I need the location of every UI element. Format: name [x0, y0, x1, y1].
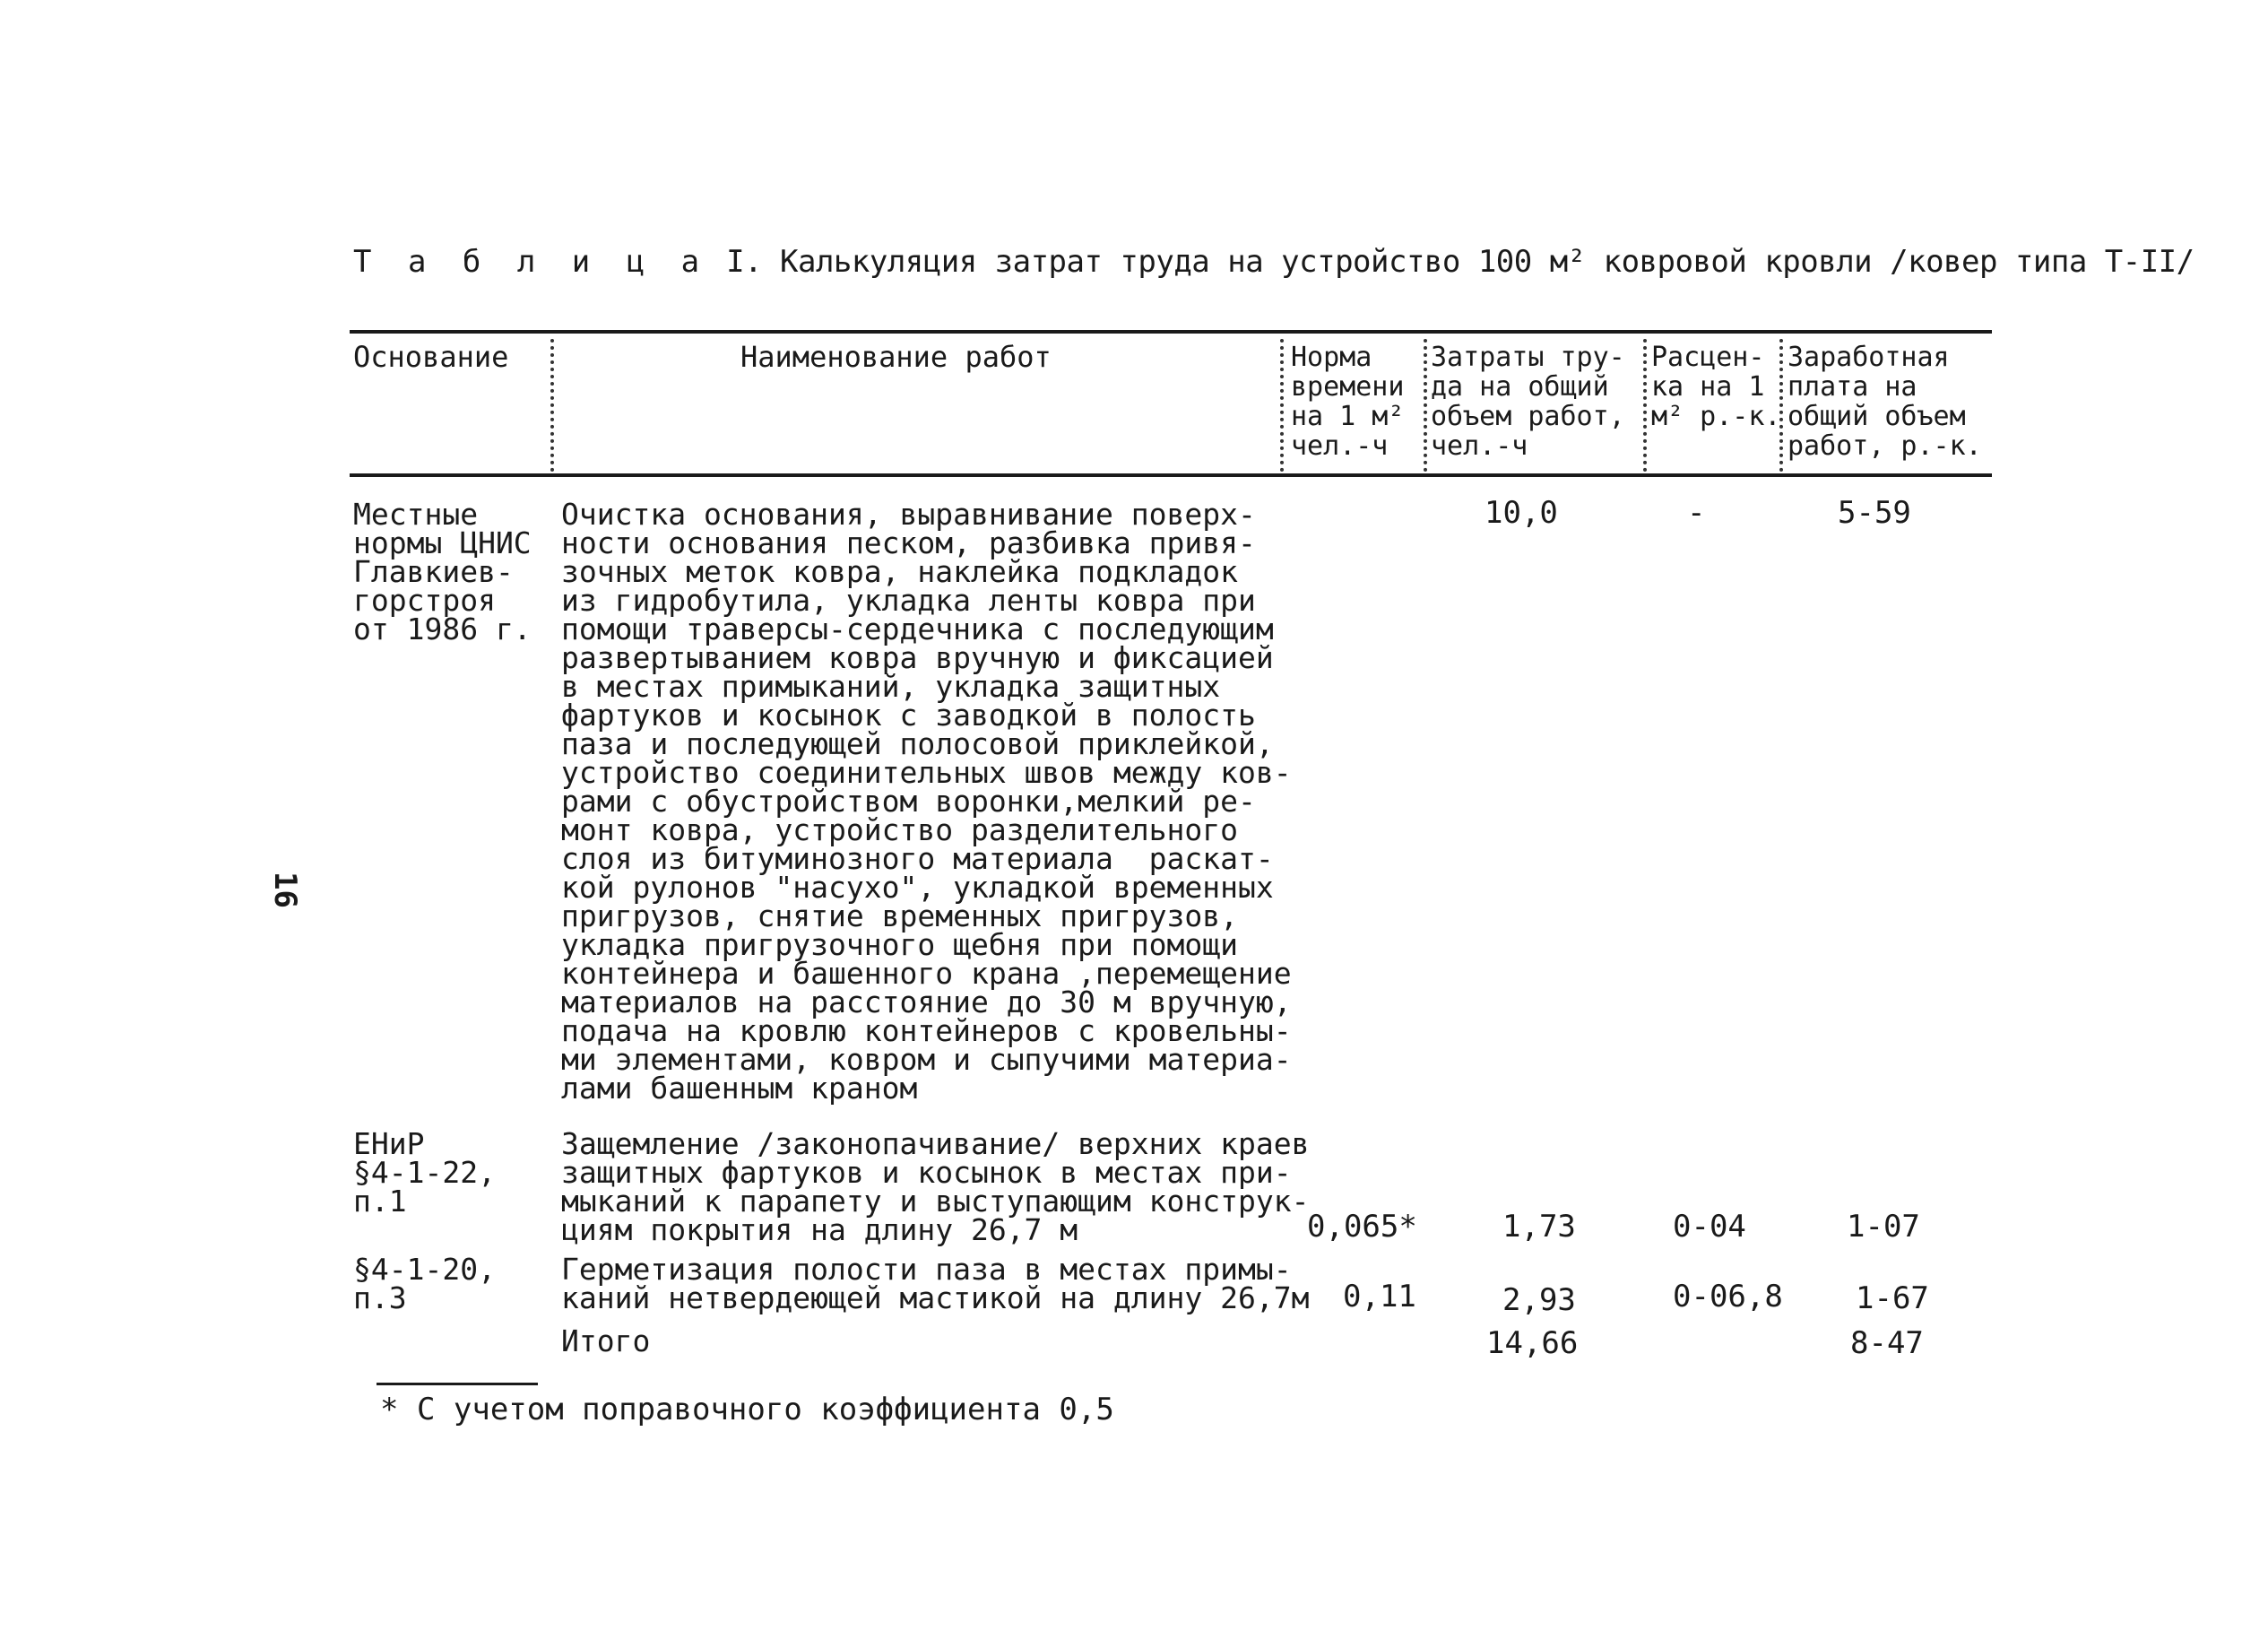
column-separator — [1424, 339, 1427, 472]
header-work-name: Наименование работ — [740, 340, 1052, 374]
row-2-labor-cost: 1,73 — [1502, 1209, 1576, 1245]
column-separator — [1280, 339, 1284, 472]
row-1-basis: Местные нормы ЦНИС Главкиев- горстроя от 1986 г. — [353, 497, 532, 646]
row-2-rate: 0-04 — [1673, 1209, 1746, 1245]
header-bottom-rule — [350, 473, 1992, 477]
total-label: Итого — [561, 1323, 651, 1358]
row-2-wage: 1-07 — [1847, 1209, 1920, 1245]
footnote-rule — [377, 1383, 538, 1385]
column-separator — [1643, 339, 1647, 472]
table-title — [353, 244, 2194, 280]
row-3-labor-cost: 2,93 — [1502, 1282, 1576, 1318]
header-wage: Заработная плата на общий объем работ, р.-к. — [1788, 342, 1982, 462]
page-number: 16 — [267, 872, 303, 908]
row-2-basis: ЕНиР §4-1-22, п.1 — [353, 1126, 496, 1219]
table-title-text: I. Калькуляция затрат труда на устройство 100 м² ковровой кровли /ковер типа Т-II/ — [726, 244, 2194, 280]
table-top-rule — [350, 330, 1992, 334]
row-2-time-norm: 0,065* — [1307, 1209, 1417, 1245]
header-time-norm: Норма времени на 1 м² чел.-ч — [1291, 342, 1405, 462]
header-labor-cost: Затраты тру- да на общий объем работ, чел.-ч — [1431, 342, 1625, 462]
total-labor-cost: 14,66 — [1486, 1325, 1579, 1361]
row-1-labor-cost: 10,0 — [1485, 495, 1558, 531]
row-3-time-norm: 0,11 — [1343, 1279, 1416, 1314]
row-1-work: Очистка основания, выравнивание поверх- ности основания песком, разбивка привя- зочных меток ковра, наклейка подкладок из гидробутила, укладка ленты ковра при помощи траверсы-сердечника с последующим развертыванием ковра вручную и фиксацией в местах примыканий, укладка защитных фартуков и косынок с заводкой в полость паза и последующей полосовой приклейкой, устройство соединительных швов между ков- рами с обустройством воронки,мелкий ре- монт ковра, устройство разделительного слоя из битуминозного материала раскат- кой рулонов "насухо", укладкой временных пригрузов, снятие временных пригрузов, укладка пригрузочного щебня при помощи контейнера и башенного крана ,перемещение материалов на расстояние до 30 м вручную, подача на кровлю контейнеров с кровельны- ми элементами, ковром и сыпучими материа- лами башенным краном — [561, 497, 1292, 1106]
footnote: * С учетом поправочного коэффициента 0,5 — [380, 1392, 1114, 1427]
row-3-rate: 0-06,8 — [1673, 1279, 1783, 1314]
row-3-work: Герметизация полости паза в местах примы- каний нетвердеющей мастикой на длину 26,7м — [561, 1252, 1310, 1315]
row-2-work: Защемление /законопачивание/ верхних краев защитных фартуков и косынок в местах при- мыканий к парапету и выступающим конструк- циям покрытия на длину 26,7 м — [561, 1126, 1310, 1247]
row-3-basis: §4-1-20, п.3 — [353, 1252, 496, 1315]
table-title-label: Т а б л и ц а — [353, 244, 709, 280]
column-separator — [550, 339, 554, 472]
header-rate: Расцен- ка на 1 м² р.-к. — [1651, 342, 1781, 432]
row-1-wage: 5-59 — [1838, 495, 1911, 531]
row-1-rate: - — [1687, 495, 1706, 531]
total-wage: 8-47 — [1850, 1325, 1924, 1361]
header-basis: Основание — [353, 340, 509, 374]
row-3-wage: 1-67 — [1856, 1280, 1929, 1316]
